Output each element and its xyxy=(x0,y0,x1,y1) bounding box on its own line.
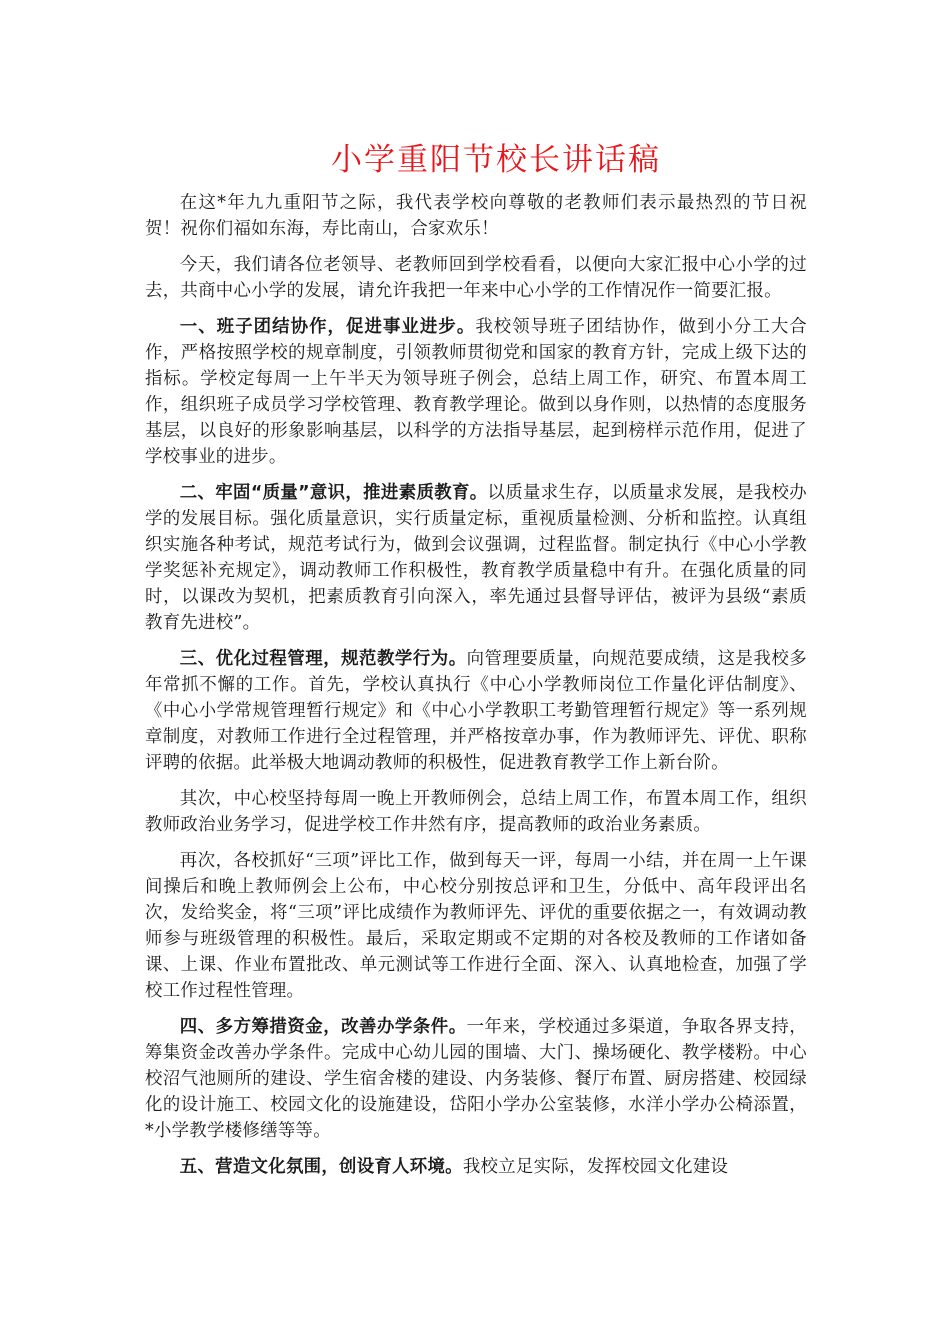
paragraph-section-5 xyxy=(145,1154,807,1180)
paragraph-text: 再次，各校抓好“三项”评比工作，做到每天一评，每周一小结，并在周一上午课间操后和晚上教师例会上公布，中心校分别按总评和卫生，分低中、高年段评出名次，发给奖金，将“三项”评比成绩作为教师评先、评优的重要依据之一，有效调动教师参与班级管理的积极性。最后，采取定期或不定期的对各校及教师的工作诸如备课、上课、作业布置批改、单元测试等工作进行全面、深入、认真地检查，加强了学校工作过程性管理。 xyxy=(145,851,807,1001)
section-heading: 五、营造文化氛围，创设育人环境。 xyxy=(179,1157,463,1177)
paragraph-section-4 xyxy=(145,1014,807,1144)
section-heading: 一、班子团结协作，促进事业进步。 xyxy=(179,317,476,337)
paragraph-secondly xyxy=(145,786,807,838)
document-title: 小学重阳节校长讲话稿 xyxy=(331,142,661,178)
paragraph-text: 我校领导班子团结协作，做到小分工大合作，严格按照学校的规章制度，引领教师贯彻党和国家的教育方针，完成上级下达的指标。学校定每周一上午半天为领导班子例会，总结上周工作，研究、布置本周工作，组织班子成员学习学校管理、教育教学理论。做到以身作则，以热情的态度服务基层，以良好的形象影响基层，以科学的方法指导基层，起到榜样示范作用，促进了学校事业的进步。 xyxy=(145,317,807,467)
paragraph-text: 向管理要质量，向规范要成绩，这是我校多年常抓不懈的工作。首先，学校认真执行《中心小学教师岗位工作量化评估制度》、《中心小学常规管理暂行规定》和《中心小学教职工考勤管理暂行规定》等一系列规章制度，对教师工作进行全过程管理，并严格按章办事，作为教师评先、评优、职称评聘的依据。此举极大地调动教师的积极性，促进教育教学工作上新台阶。 xyxy=(145,649,807,773)
paragraph-thirdly xyxy=(145,848,807,1004)
document-page xyxy=(145,138,807,1190)
paragraph-section-2 xyxy=(145,480,807,636)
section-heading: 二、牢固“质量”意识，推进素质教育。 xyxy=(179,483,488,503)
paragraph-text: 我校立足实际，发挥校园文化建设 xyxy=(462,1157,729,1177)
paragraph-text: 一年来，学校通过多渠道，争取各界支持，筹集资金改善办学条件。完成中心幼儿园的围墙、大门、操场硬化、教学楼粉。中心校沼气池厕所的建设、学生宿舍楼的建设、内务装修、餐厅布置、厨房搭建、校园绿化的设计施工、校园文化的设施建设，岱阳小学办公室装修，水洋小学办公椅添置，*小学教学楼修缮等等。 xyxy=(145,1017,807,1141)
paragraph-section-3 xyxy=(145,646,807,776)
paragraph-text: 其次，中心校坚持每周一晚上开教师例会，总结上周工作，布置本周工作，组织教师政治业务学习，促进学校工作井然有序，提高教师的政治业务素质。 xyxy=(145,789,807,835)
paragraph-section-1 xyxy=(145,314,807,470)
section-heading: 三、优化过程管理，规范教学行为。 xyxy=(179,649,467,669)
paragraph-greeting xyxy=(145,190,807,242)
paragraph-text: 今天，我们请各位老领导、老教师回到学校看看，以便向大家汇报中心小学的过去，共商中心小学的发展，请允许我把一年来中心小学的工作情况作一简要汇报。 xyxy=(145,255,807,301)
paragraph-intro xyxy=(145,252,807,304)
paragraph-text: 以质量求生存，以质量求发展，是我校办学的发展目标。强化质量意识，实行质量定标，重视质量检测、分析和监控。认真组织实施各种考试，规范考试行为，做到会议强调，过程监督。制定执行《中心小学教学奖惩补充规定》，调动教师工作积极性，教育教学质量稳中有升。在强化质量的同时，以课改为契机，把素质教育引向深入，率先通过县督导评估，被评为县级“素质教育先进校”。 xyxy=(145,483,807,633)
paragraph-text: 在这*年九九重阳节之际，我代表学校向尊敬的老教师们表示最热烈的节日祝贺！祝你们福如东海，寿比南山，合家欢乐！ xyxy=(145,193,807,239)
section-heading: 四、多方筹措资金，改善办学条件。 xyxy=(179,1017,467,1037)
